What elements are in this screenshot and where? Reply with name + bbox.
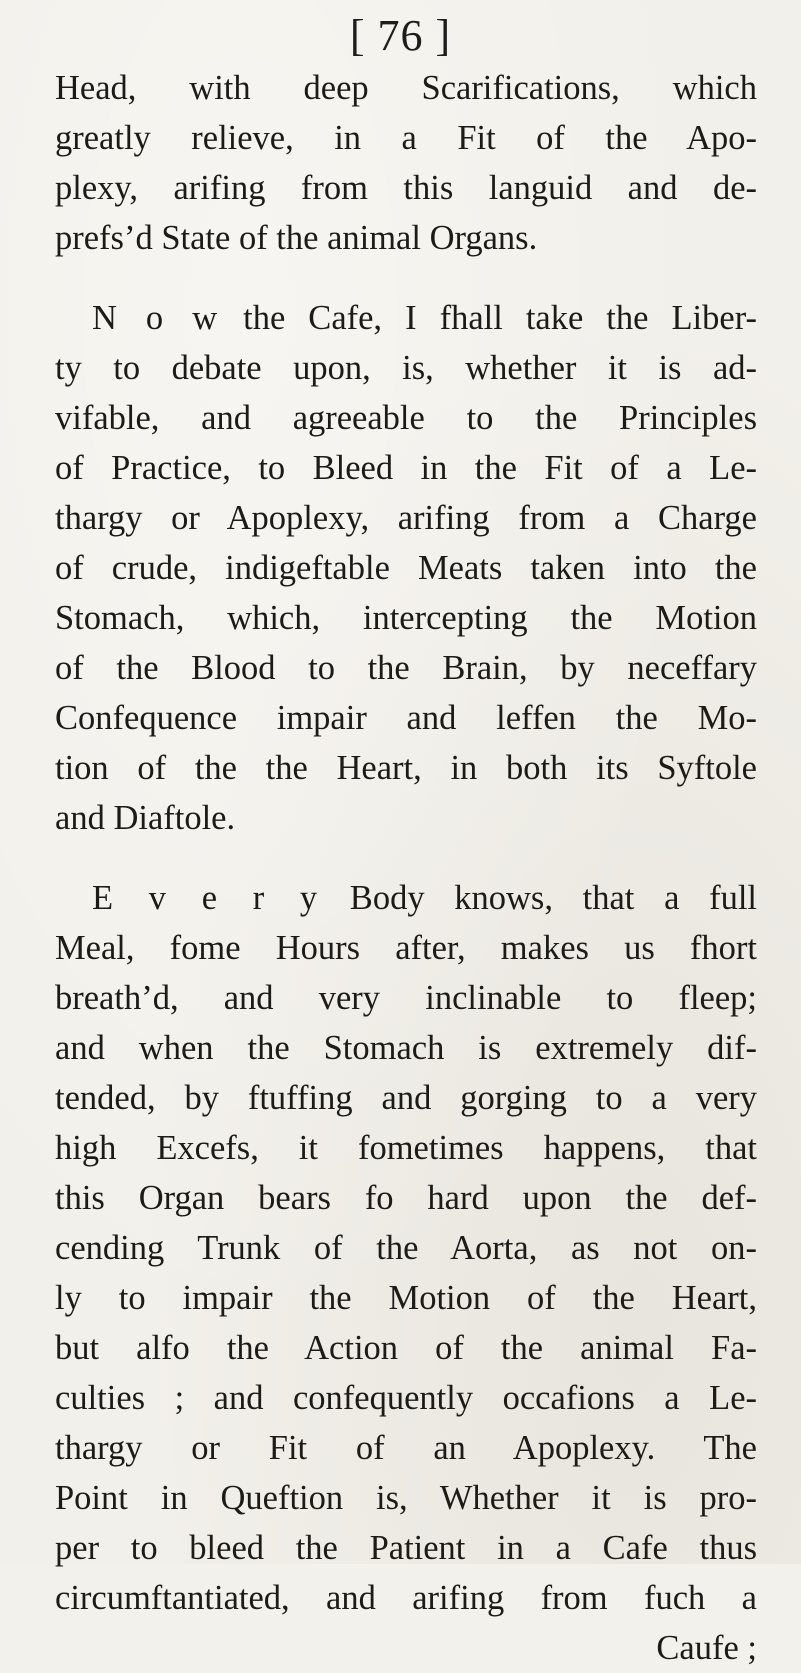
page-number: [ 76 ] — [349, 11, 452, 60]
text-line: vifable, and agreeable to the Principles — [55, 399, 757, 437]
text-line: thargy or Apoplexy, arifing from a Charge — [55, 499, 757, 537]
text-line: ly to impair the Motion of the Heart, — [55, 1279, 757, 1317]
lead-word: N o w — [92, 299, 221, 337]
catchword: Caufe ; — [656, 1629, 757, 1667]
text-line: plexy, arifing from this languid and de- — [55, 169, 757, 207]
text-line: high Excefs, it fometimes happens, that — [55, 1129, 757, 1167]
text-line: but alfo the Action of the animal Fa- — [55, 1329, 757, 1367]
text-line: prefs’d State of the animal Organs. — [55, 219, 538, 257]
text-line: ty to debate upon, is, whether it is ad- — [55, 349, 757, 387]
text-line-rest: the Cafe, I fhall take the Liber- — [220, 299, 757, 337]
paragraph-1 — [55, 63, 757, 263]
text-line: of the Blood to the Brain, by neceffary — [55, 649, 757, 687]
text-line: culties ; and confequently occafions a Le- — [55, 1379, 757, 1417]
text-line: this Organ bears fo hard upon the def- — [55, 1179, 757, 1217]
text-line: and Diaftole. — [55, 799, 236, 837]
text-line-rest: Body knows, that a full — [320, 879, 757, 917]
text-line-first — [55, 873, 757, 923]
body-text — [55, 63, 757, 1673]
text-line: circumftantiated, and arifing from fuch a — [55, 1579, 757, 1617]
text-line: Confequence impair and leffen the Mo- — [55, 699, 757, 737]
text-line: thargy or Fit of an Apoplexy. The — [55, 1429, 757, 1467]
text-line: and when the Stomach is extremely dif- — [55, 1029, 757, 1067]
text-line: breath’d, and very inclinable to fleep; — [55, 979, 757, 1017]
text-line: tion of the the Heart, in both its Syftole — [55, 749, 757, 787]
paragraph-3 — [55, 873, 757, 1673]
text-line: Point in Queftion is, Whether it is pro- — [55, 1479, 757, 1517]
text-line: of Practice, to Bleed in the Fit of a Le- — [55, 449, 757, 487]
paragraph-2 — [55, 293, 757, 843]
lead-word: E v e r y — [92, 879, 321, 917]
text-line-first — [55, 293, 757, 343]
text-line: Stomach, which, intercepting the Motion — [55, 599, 757, 637]
text-line: greatly relieve, in a Fit of the Apo- — [55, 119, 757, 157]
text-line: per to bleed the Patient in a Cafe thus — [55, 1529, 757, 1567]
text-line: Head, with deep Scarifications, which — [55, 69, 757, 107]
text-line: tended, by ftuffing and gorging to a very — [55, 1079, 757, 1117]
text-line: of crude, indigeftable Meats taken into the — [55, 549, 757, 587]
text-line: cending Trunk of the Aorta, as not on- — [55, 1229, 757, 1267]
text-line: Meal, fome Hours after, makes us fhort — [55, 929, 757, 967]
